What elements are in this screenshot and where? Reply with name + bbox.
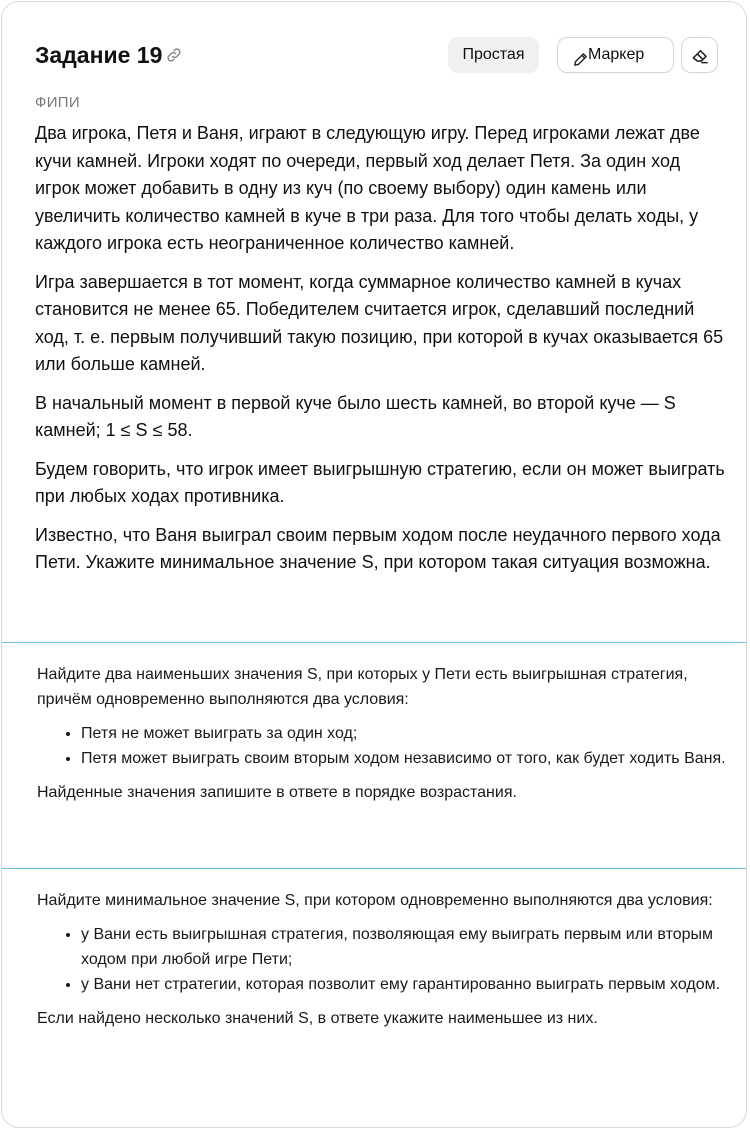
- pencil-icon: [572, 47, 589, 64]
- condition-item: • Петя не может выиграть за один ход;: [81, 721, 727, 746]
- subtask-conditions: [37, 721, 727, 771]
- difficulty-badge[interactable]: Простая: [448, 37, 539, 73]
- subtask-outro: Если найдено несколько значений S, в ответе укажите наименьшее из них.: [37, 1010, 598, 1027]
- statement-paragraph: Игра завершается в тот момент, когда суммарное количество камней в кучах становится не менее 65. Победителем считается игрок, сделавший последний ход, т. е. первым получивший такую позицию, при которой в кучах оказывается 65 или больше камней.: [35, 271, 724, 374]
- statement-paragraph: В начальный момент в первой куче было шесть камней, во второй куче — S камней; 1 ≤ S ≤ 58.: [35, 392, 676, 440]
- task-statement: [35, 120, 725, 588]
- condition-item: • у Вани есть выигрышная стратегия, позволяющая ему выиграть первым или вторым ходом при любой игре Пети;: [81, 922, 727, 972]
- subtask-conditions: [37, 922, 727, 997]
- statement-paragraph: Известно, что Ваня выиграл своим первым ходом после неудачного первого хода Пети. Укажите минимальное значение S, при котором такая ситуация возможна.: [35, 524, 721, 572]
- task-card: [1, 1, 747, 1128]
- marker-button[interactable]: [557, 37, 674, 73]
- eraser-button[interactable]: [681, 37, 718, 73]
- task-header: [35, 40, 719, 72]
- condition-item: • у Вани нет стратегии, которая позволит ему гарантированно выиграть первым ходом.: [81, 972, 727, 997]
- section-divider: [2, 642, 747, 643]
- subtask-21: [37, 888, 727, 1031]
- eraser-icon: [691, 46, 710, 65]
- section-divider: [2, 868, 747, 869]
- subtask-outro: Найденные значения запишите в ответе в порядке возрастания.: [37, 784, 517, 801]
- marker-button-label: Маркер: [588, 46, 645, 63]
- task-source: ФИПИ: [35, 94, 80, 111]
- statement-paragraph: Будем говорить, что игрок имеет выигрышную стратегию, если он может выиграть при любых ходах противника.: [35, 458, 725, 506]
- statement-paragraph: Два игрока, Петя и Ваня, играют в следующую игру. Перед игроками лежат две кучи камней. Игроки ходят по очереди, первый ход делает Петя. За один ход игрок может добавить в одну из куч (по своему выбору) один камень или увеличить количество камней в куче в три раза. Для того чтобы делать ходы, у каждого игрока есть неограниченное количество камней.: [35, 123, 700, 253]
- link-icon[interactable]: [165, 46, 183, 64]
- subtask-intro: Найдите минимальное значение S, при котором одновременно выполняются два условия:: [37, 892, 713, 909]
- task-title: Задание 19: [35, 42, 163, 68]
- subtask-20: [37, 662, 727, 805]
- subtask-intro: Найдите два наименьших значения S, при которых у Пети есть выигрышная стратегия, причём одновременно выполняются два условия:: [37, 666, 688, 708]
- condition-item: • Петя может выиграть своим вторым ходом независимо от того, как будет ходить Ваня.: [81, 746, 727, 771]
